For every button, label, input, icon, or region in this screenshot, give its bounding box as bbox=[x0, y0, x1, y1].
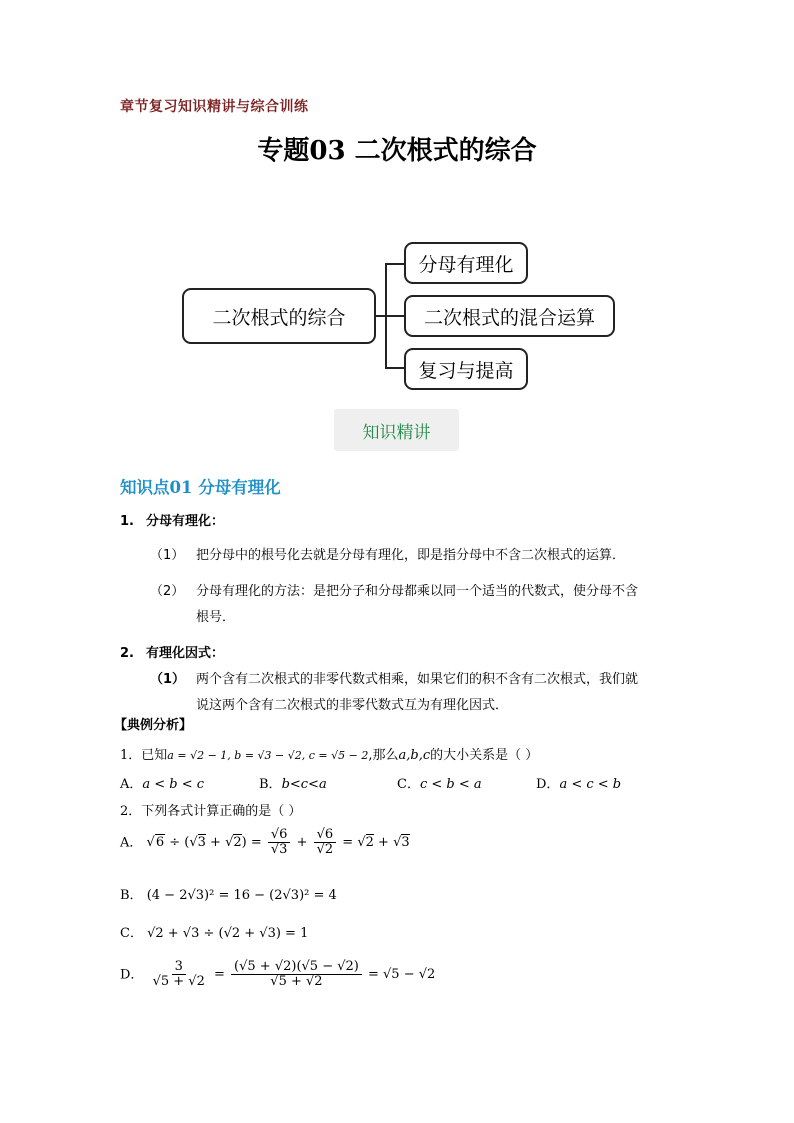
mindmap-root: 二次根式的综合 bbox=[182, 288, 376, 344]
q2-option-b[interactable] bbox=[120, 884, 337, 903]
q1-post: 的大小关系是（ ） bbox=[430, 748, 539, 763]
s2-heading: 有理化因式： bbox=[146, 646, 225, 661]
section-banner: 知识精讲 bbox=[334, 409, 459, 451]
q2-option-d[interactable] bbox=[120, 960, 435, 990]
s1-item1-num: （1） bbox=[150, 548, 185, 563]
mindmap-child-2: 二次根式的混合运算 bbox=[404, 295, 615, 337]
q1-c-val: √5 − 2 bbox=[331, 749, 369, 762]
option-label: B． bbox=[120, 888, 143, 903]
q1-a-def: a = bbox=[167, 749, 191, 762]
s2-item-text: 两个含有二次根式的非零代数式相乘，如果它们的积不含有二次根式，我们就 bbox=[196, 672, 639, 687]
s1-item1-text: 把分母中的根号化去就是分母有理化，即是指分母中不含二次根式的运算． bbox=[196, 548, 626, 563]
question-2 bbox=[120, 800, 301, 819]
q1-mid: ,那么 bbox=[368, 748, 399, 763]
option-label: D． bbox=[536, 777, 560, 792]
s2-item-num: （1） bbox=[150, 672, 186, 687]
option-label: D． bbox=[120, 967, 144, 983]
connector bbox=[385, 367, 405, 369]
q2-option-a[interactable] bbox=[120, 828, 410, 858]
q2-option-c[interactable] bbox=[120, 922, 308, 941]
option-text: a < b < c bbox=[142, 777, 205, 792]
connector bbox=[385, 263, 405, 265]
option-label: A． bbox=[120, 835, 143, 851]
s1-heading: 分母有理化： bbox=[146, 514, 225, 529]
option-b-expression: (4 − 2√3)² = 16 − (2√3)² = 4 bbox=[146, 888, 337, 903]
s2-item-text-cont: 说这两个含有二次根式的非零代数式互为有理化因式． bbox=[196, 698, 509, 713]
page-title: 专题03 二次根式的综合 bbox=[257, 136, 537, 166]
q1-option-d[interactable] bbox=[536, 773, 621, 792]
q1-b-val: √3 − √2 bbox=[257, 749, 302, 762]
q1-option-c[interactable] bbox=[397, 773, 482, 792]
q1-a-val: √2 − 1 bbox=[190, 749, 228, 762]
s1-item2-num: （2） bbox=[150, 584, 185, 599]
q2-num: 2． bbox=[120, 804, 142, 819]
option-text: a < c < b bbox=[559, 777, 622, 792]
q1-option-b[interactable] bbox=[259, 773, 327, 792]
question-1 bbox=[120, 744, 538, 763]
analysis-heading: 【典例分析】 bbox=[114, 718, 193, 733]
q2-text: 下列各式计算正确的是（ ） bbox=[141, 804, 302, 819]
option-text: b<c<a bbox=[281, 777, 327, 792]
option-label: B． bbox=[259, 777, 282, 792]
option-label: C． bbox=[120, 926, 143, 941]
option-d-expression: $\frac{3}{√5 + √2}$ = $\frac{(√5 + √2)(√5 - √2)}{√5 + √2}$ = √5 − √2 bbox=[152, 959, 436, 990]
knowledge-point-title: 知识点01 分母有理化 bbox=[120, 478, 281, 497]
s1-item2-text: 分母有理化的方法：是把分子和分母都乘以同一个适当的代数式，使分母不含 bbox=[196, 584, 639, 599]
q1-b-def: , b = bbox=[227, 749, 258, 762]
mindmap-child-3: 复习与提高 bbox=[404, 348, 528, 390]
s1-item2-text-cont: 根号． bbox=[196, 610, 236, 625]
q1-option-a[interactable] bbox=[120, 773, 204, 792]
s2-num: 2. bbox=[120, 646, 134, 661]
s1-num: 1. bbox=[120, 514, 134, 529]
q1-num: 1． bbox=[120, 748, 142, 763]
option-a-expression: √6 ÷ (√3 + √2) = $\frac{√6}{√3}$ + $\frac{√6}{√2}$ = √2 + √3 bbox=[146, 827, 410, 858]
q1-c-def: , c = bbox=[301, 749, 332, 762]
option-label: A． bbox=[120, 777, 143, 792]
series-header: 章节复习知识精讲与综合训练 bbox=[120, 99, 309, 115]
option-text: c < b < a bbox=[419, 777, 482, 792]
mindmap-child-1: 分母有理化 bbox=[404, 242, 528, 284]
q1-vars: a,b,c bbox=[398, 748, 431, 763]
option-c-expression: √2 + √3 ÷ (√2 + √3) = 1 bbox=[147, 926, 309, 941]
q1-pre: 已知 bbox=[141, 748, 168, 763]
connector bbox=[385, 315, 405, 317]
option-label: C． bbox=[397, 777, 420, 792]
